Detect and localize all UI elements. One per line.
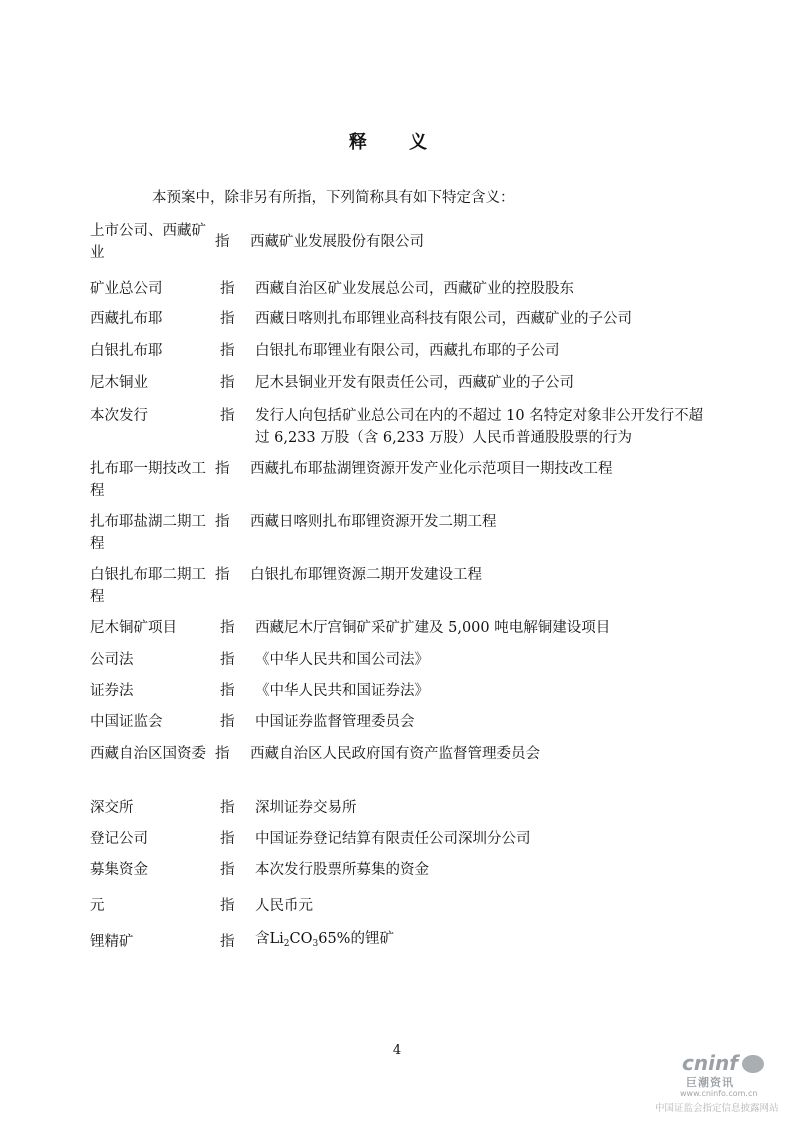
definition-term: 白银扎布耶二期工程	[90, 567, 206, 605]
indicator: 指	[220, 800, 235, 816]
indicator: 指	[220, 831, 235, 847]
definition-meaning: 尼木县铜业开发有限责任公司，西藏矿业的子公司	[255, 375, 574, 391]
definition-row	[90, 649, 715, 671]
formula-mid: CO	[289, 931, 313, 947]
definition-row	[90, 220, 710, 264]
definition-row	[90, 895, 715, 917]
definition-row	[90, 743, 710, 765]
definition-meaning: 人民币元	[255, 898, 313, 914]
definition-term: 登记公司	[90, 831, 148, 847]
indicator: 指	[215, 567, 230, 583]
definition-term: 尼木铜业	[90, 375, 148, 391]
definition-row	[90, 680, 715, 702]
page-number: 4	[392, 1043, 402, 1058]
definition-term: 扎布耶盐湖二期工程	[90, 514, 206, 552]
indicator: 指	[220, 620, 235, 636]
indicator: 指	[220, 714, 235, 730]
definition-term: 矿业总公司	[90, 281, 163, 297]
definition-term: 上市公司、西藏矿业	[90, 223, 206, 261]
logo-url: www.cninfo.com.cn	[680, 1089, 758, 1098]
definition-term: 尼木铜矿项目	[90, 620, 177, 636]
definition-meaning: 深圳证券交易所	[255, 800, 357, 816]
logo-wordmark: cninf	[682, 1051, 738, 1075]
definition-term: 锂精矿	[90, 933, 134, 950]
definition-row	[90, 340, 715, 362]
definition-meaning: 中国证券监督管理委员会	[255, 714, 415, 730]
cninfo-logo	[680, 1051, 790, 1101]
indicator: 指	[220, 933, 235, 950]
definition-meaning: 西藏扎布耶盐湖锂资源开发产业化示范项目一期技改工程	[250, 461, 613, 477]
definition-row	[90, 458, 710, 502]
indicator: 指	[220, 683, 235, 699]
definition-meaning: 西藏日喀则扎布耶锂资源开发二期工程	[250, 514, 497, 530]
definition-meaning: 白银扎布耶锂资源二期开发建设工程	[250, 567, 482, 583]
indicator: 指	[220, 652, 235, 668]
logo-chinese-name: 巨潮资讯	[686, 1076, 734, 1089]
definition-term: 西藏自治区国资委	[90, 746, 206, 762]
indicator: 指	[220, 898, 235, 914]
indicator: 指	[220, 862, 235, 878]
definition-term: 公司法	[90, 652, 134, 668]
indicator: 指	[220, 281, 235, 297]
intro-text: 本预案中，除非另有所指，下列简称具有如下特定含义：	[152, 190, 515, 206]
logo-swirl-icon	[742, 1055, 764, 1073]
definition-row	[90, 405, 710, 449]
definition-row	[90, 711, 715, 733]
definition-row	[90, 797, 715, 819]
definition-row	[90, 617, 715, 639]
indicator: 指	[220, 375, 235, 391]
definition-meaning	[255, 928, 715, 955]
definition-row	[90, 859, 715, 881]
definition-meaning: 西藏日喀则扎布耶锂业高科技有限公司，西藏矿业的子公司	[255, 311, 632, 327]
formula-sub-2: 3	[312, 939, 319, 949]
definition-meaning: 西藏自治区人民政府国有资产监督管理委员会	[250, 746, 540, 762]
definition-row	[90, 372, 715, 394]
definition-meaning: 白银扎布耶锂业有限公司，西藏扎布耶的子公司	[255, 343, 560, 359]
definition-meaning: 本次发行股票所募集的资金	[255, 862, 429, 878]
definition-row	[90, 564, 710, 608]
formula-pre: 含Li	[255, 931, 284, 947]
indicator: 指	[215, 746, 230, 762]
definition-term: 元	[90, 898, 105, 914]
page-title: 释 义	[348, 132, 446, 153]
definition-meaning: 中国证券登记结算有限责任公司深圳分公司	[255, 831, 531, 847]
definition-meaning: 发行人向包括矿业总公司在内的不超过 10 名特定对象非公开发行不超过 6,233 万股（含 6,233 万股）人民币普通股股票的行为	[255, 408, 704, 446]
formula-post: 65%的锂矿	[318, 931, 394, 947]
definition-row	[90, 928, 715, 955]
indicator: 指	[215, 461, 230, 477]
definition-meaning: 西藏尼木厅宫铜矿采矿扩建及 5,000 吨电解铜建设项目	[255, 620, 611, 636]
definition-row	[90, 308, 715, 330]
definition-row	[90, 278, 715, 300]
definition-term: 西藏扎布耶	[90, 311, 163, 327]
definition-meaning: 《中华人民共和国公司法》	[255, 652, 429, 668]
definition-term: 本次发行	[90, 408, 148, 424]
definition-term: 中国证监会	[90, 714, 163, 730]
definition-term: 扎布耶一期技改工程	[90, 461, 206, 499]
definition-meaning: 《中华人民共和国证券法》	[255, 683, 429, 699]
indicator: 指	[220, 343, 235, 359]
indicator: 指	[215, 514, 230, 530]
definition-meaning: 西藏矿业发展股份有限公司	[250, 234, 424, 250]
definition-row	[90, 511, 710, 555]
indicator: 指	[220, 311, 235, 327]
definition-term: 白银扎布耶	[90, 343, 163, 359]
definition-meaning: 西藏自治区矿业发展总公司，西藏矿业的控股股东	[255, 281, 574, 297]
indicator: 指	[220, 408, 235, 424]
footer-disclosure-text: 中国证监会指定信息披露网站	[655, 1103, 779, 1114]
formula-sub-1: 2	[283, 939, 290, 949]
definition-term: 证券法	[90, 683, 134, 699]
indicator: 指	[215, 234, 230, 250]
definition-term: 深交所	[90, 800, 134, 816]
definition-row	[90, 828, 715, 850]
definition-term: 募集资金	[90, 862, 148, 878]
